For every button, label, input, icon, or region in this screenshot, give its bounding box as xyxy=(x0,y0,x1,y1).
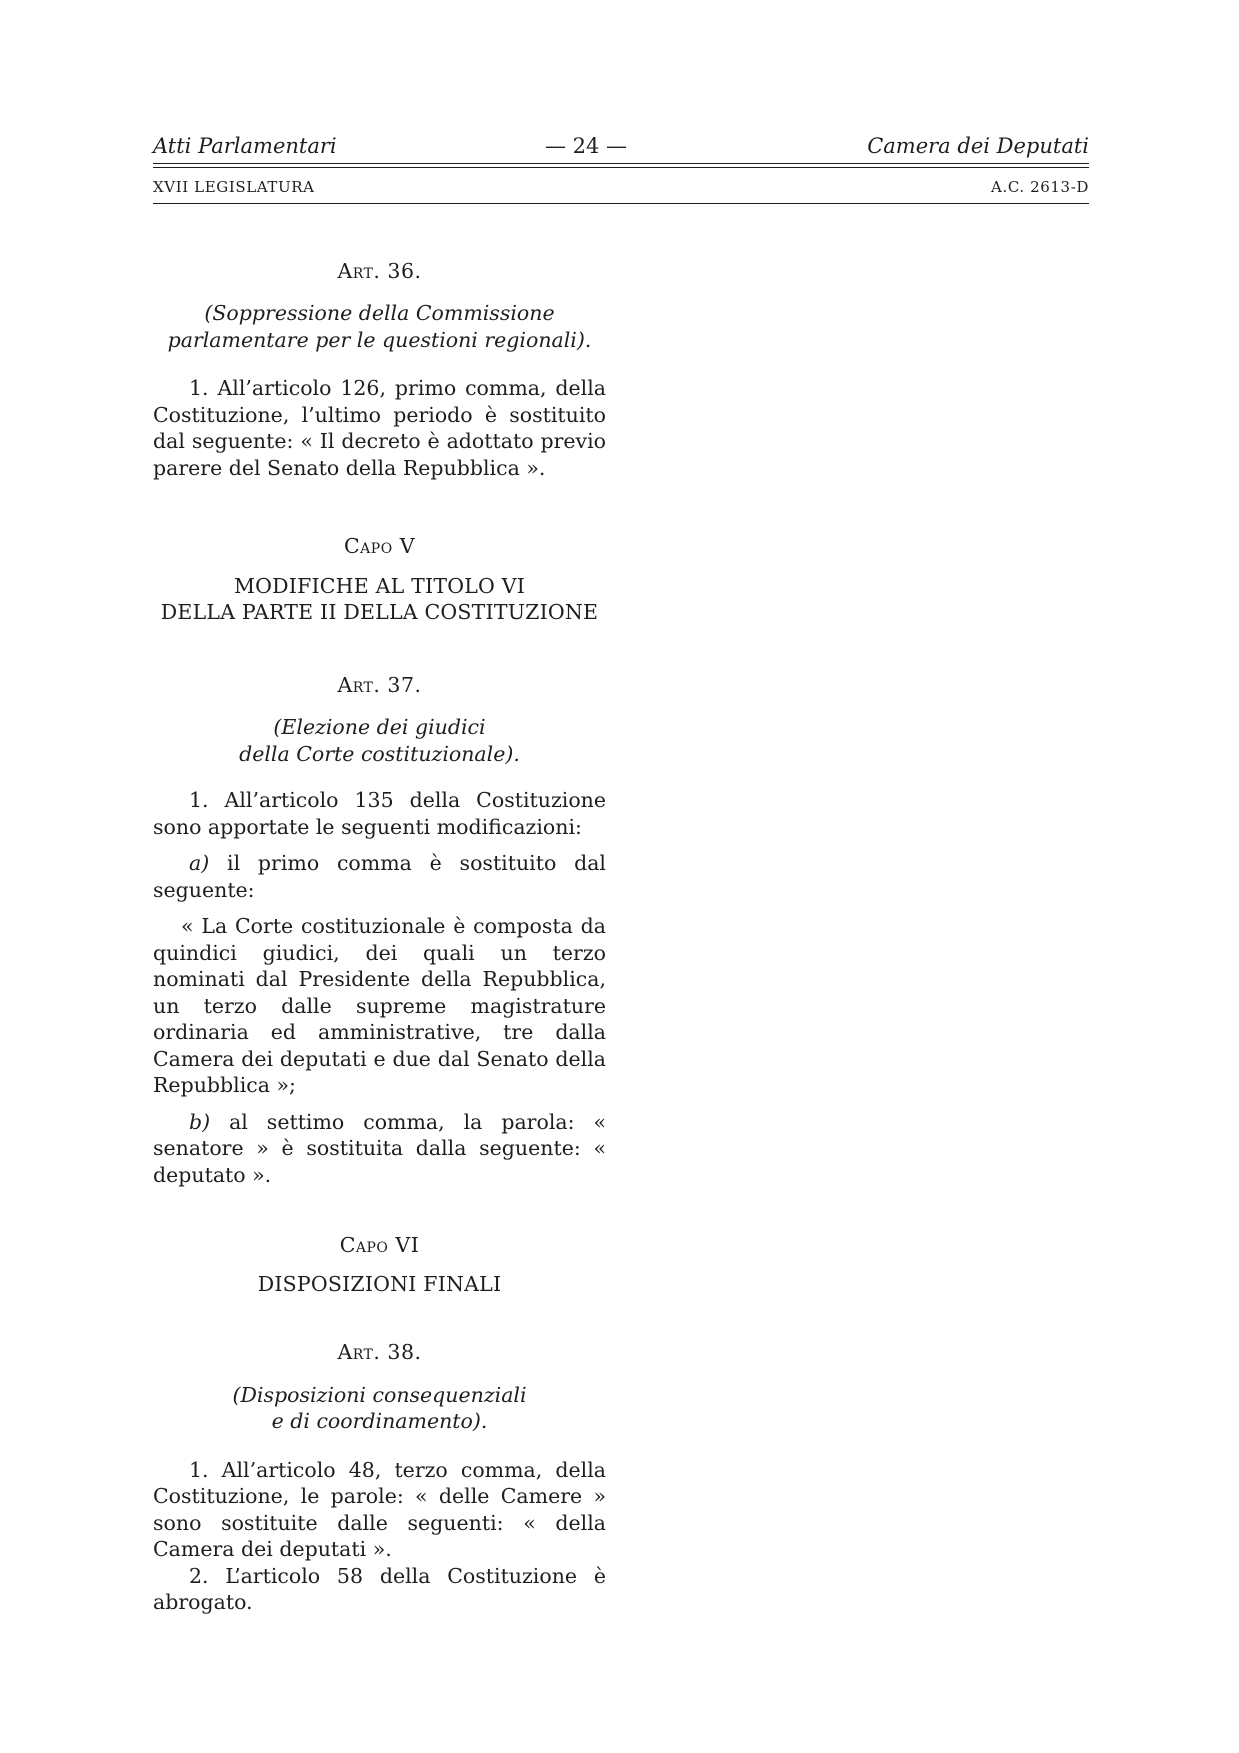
article-36-subtitle-line-1: (Soppressione della Commissione xyxy=(204,301,555,325)
article-38-paragraph-2: 2. L’articolo 58 della Costituzione è abrogato. xyxy=(153,1563,606,1614)
item-a-text: il primo comma è sostituito dal seguente: xyxy=(153,851,606,902)
article-38-heading: Art. 38. xyxy=(337,1340,422,1364)
item-b-text: al settimo comma, la parola: « senatore » è sostituita dalla seguente: « deputato ». xyxy=(153,1109,606,1187)
legislature-label: XVII LEGISLATURA xyxy=(153,178,315,196)
article-37-item-a xyxy=(153,850,606,903)
header-right-title: Camera dei Deputati xyxy=(867,134,1089,158)
running-header xyxy=(153,132,1089,160)
body-column xyxy=(153,258,606,1616)
capo-6-heading: Capo VI xyxy=(339,1233,420,1257)
header-left-title: Atti Parlamentari xyxy=(153,134,337,158)
running-subheader xyxy=(153,176,1089,198)
item-b-marker: b) xyxy=(189,1109,211,1134)
article-37-paragraph-1: 1. All’articolo 135 della Costituzione sono apportate le seguenti modificazioni: xyxy=(153,788,606,839)
article-38-subtitle-line-2: e di coordinamento). xyxy=(271,1409,488,1433)
article-37-quote: « La Corte costituzionale è composta da quindici giudici, dei quali un terzo nominati dal Presidente della Repubblica, un terzo dalle supreme magistrature ordinaria ed amministrative, tre dalla Camera dei deputati e due dal Senato della Repubblica »; xyxy=(153,914,606,1097)
article-37-heading: Art. 37. xyxy=(337,672,422,697)
capo-5-title-line-1: MODIFICHE AL TITOLO VI xyxy=(233,573,526,598)
article-36-subtitle-line-2: parlamentare per le questioni regionali). xyxy=(167,327,592,352)
article-36-paragraph-1: 1. All’articolo 126, primo comma, della Costituzione, l’ultimo periodo è sostituito dal seguente: « Il decreto è adottato previo parere del Senato della Repubblica ». xyxy=(153,376,606,480)
article-37-subtitle-line-2: della Corte costituzionale). xyxy=(239,741,520,766)
header-double-rule xyxy=(153,163,1089,168)
capo-5-heading: Capo V xyxy=(343,534,415,558)
article-38-paragraph-1: 1. All’articolo 48, terzo comma, della Costituzione, le parole: « delle Camere » sono sostituite dalle seguenti: « della Camera dei deputati ». xyxy=(153,1457,606,1561)
act-code: A.C. 2613-D xyxy=(991,178,1089,196)
article-37-subtitle-line-1: (Elezione dei giudici xyxy=(273,715,486,739)
header-rule xyxy=(153,203,1089,204)
capo-6-title: DISPOSIZIONI FINALI xyxy=(257,1271,502,1296)
article-37-item-b xyxy=(153,1109,606,1189)
capo-5-title-line-2: DELLA PARTE II DELLA COSTITUZIONE xyxy=(160,600,599,624)
article-38-subtitle-line-1: (Disposizioni consequenziali xyxy=(232,1382,527,1407)
article-36-heading: Art. 36. xyxy=(337,259,422,283)
item-a-marker: a) xyxy=(189,851,210,875)
page-number: — 24 — xyxy=(544,134,628,158)
